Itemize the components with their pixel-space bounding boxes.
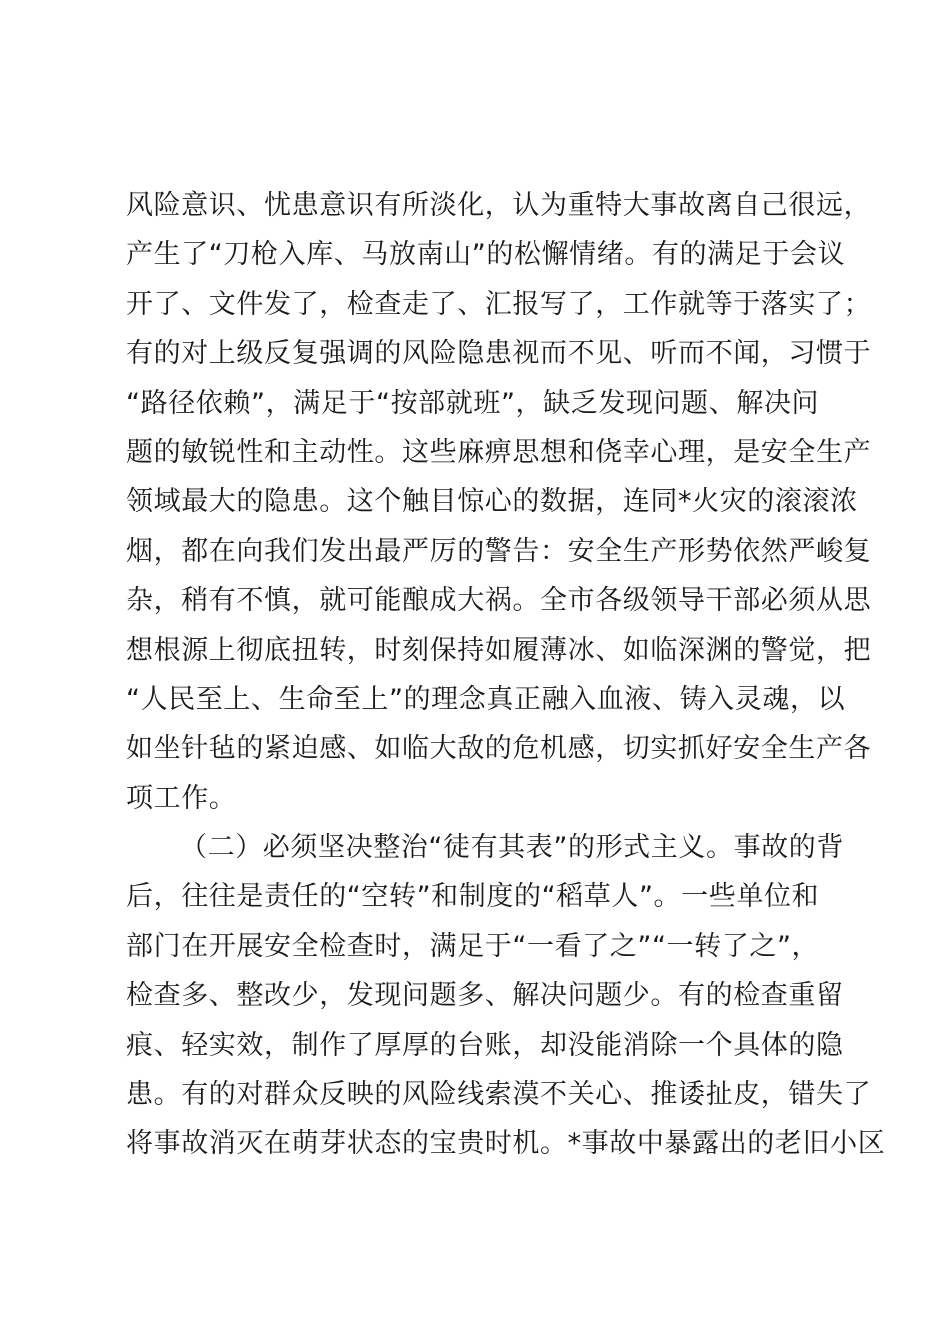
text-line: 风险意识、忧患意识有所淡化，认为重特大事故离自己很远， — [126, 190, 872, 221]
text-line: 后，往往是责任的“空转”和制度的“稻草人”。一些单位和 — [126, 881, 820, 913]
text-line: “人民至上、生命至上”的理念真正融入血液、铸入灵魂，以 — [126, 683, 846, 715]
text-line: 杂，稍有不慎，就可能酿成大祸。全市各级领导干部必须从思 — [126, 585, 872, 617]
text-line: 项工作。 — [126, 782, 237, 814]
text-line: 领域最大的隐患。这个触目惊心的数据，连同*火灾的滚滚浓 — [126, 486, 858, 518]
text-line: 产生了“刀枪入库、马放南山”的松懈情绪。有的满足于会议 — [126, 239, 846, 271]
text-line: 如坐针毡的紧迫感、如临大敌的危机感，切实抓好安全生产各 — [126, 733, 872, 765]
text-line: 患。有的对群众反映的风险线索漠不关心、推诿扯皮，错失了 — [126, 1079, 872, 1111]
text-line: 检查多、整改少，发现问题多、解决问题少。有的检查重留 — [126, 980, 844, 1012]
text-line: 部门在开展安全检查时，满足于“一看了之”“一转了之”， — [126, 930, 820, 962]
text-line: “路径依赖”，满足于“按部就班”，缺乏发现问题、解决问 — [126, 387, 820, 419]
section-heading-line: （二）必须坚决整治“徒有其表”的形式主义。事故的背 — [180, 832, 844, 864]
text-line: 烟，都在向我们发出最严厉的警告：安全生产形势依然严峻复 — [126, 535, 872, 567]
text-line: 有的对上级反复强调的风险隐患视而不见、听而不闻，习惯于 — [126, 338, 872, 370]
text-line: 痕、轻实效，制作了厚厚的台账，却没能消除一个具体的隐 — [126, 1029, 844, 1061]
body-text — [126, 181, 886, 1169]
text-line: 想根源上彻底扭转，时刻保持如履薄冰、如临深渊的警觉，把 — [126, 634, 872, 666]
text-line: 开了、文件发了，检查走了、汇报写了，工作就等于落实了； — [126, 288, 872, 320]
text-line: 将事故消灭在萌芽状态的宝贵时机。*事故中暴露出的老旧小区 — [126, 1128, 886, 1160]
text-line: 题的敏锐性和主动性。这些麻痹思想和侥幸心理，是安全生产 — [126, 436, 872, 468]
